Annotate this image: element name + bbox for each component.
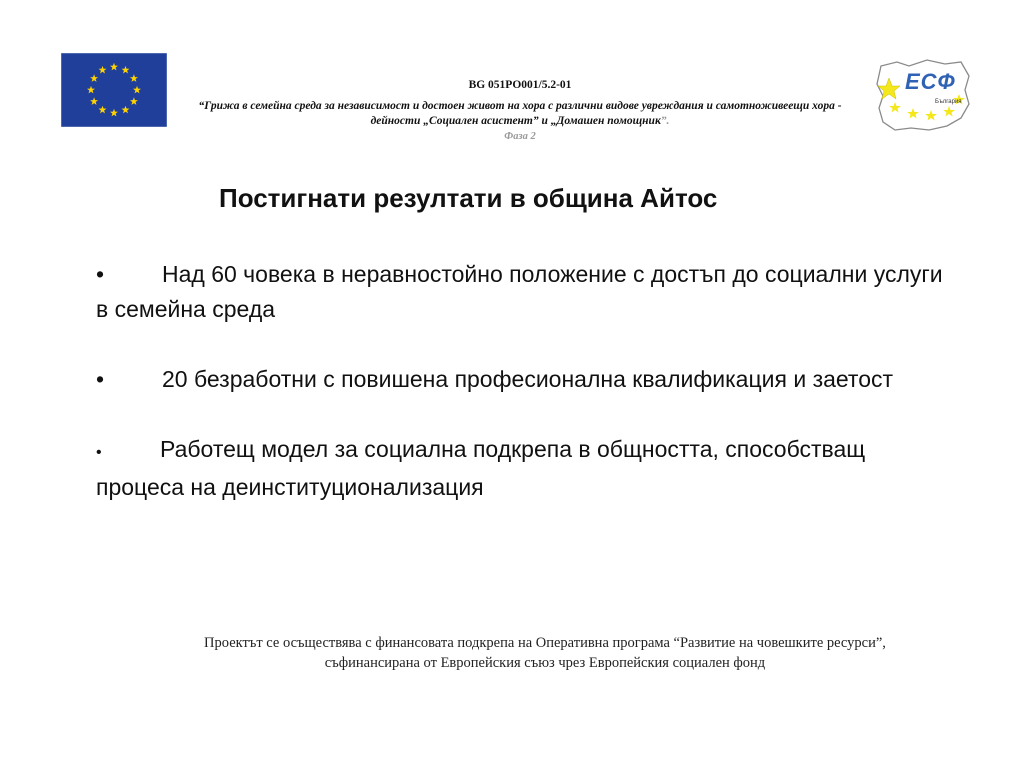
project-code: BG 051PO001/5.2-01 [468, 79, 572, 91]
footer-line-1: Проектът се осъществява с финансовата подкрепа на Оперативна програма “Развитие на човешките ресурси”, [204, 635, 886, 651]
list-item [96, 257, 956, 327]
project-title [180, 99, 860, 129]
project-title-end: ”. [660, 115, 670, 127]
results-list [96, 257, 956, 505]
list-item-text: Над 60 човека в неравностойно положение с достъп до социални услуги в семейна среда [96, 261, 943, 322]
funding-footer [120, 633, 970, 673]
project-phase: Фаза 2 [504, 131, 536, 142]
bullet-icon: • [96, 444, 102, 461]
bullet-icon: • [96, 261, 105, 287]
list-item [96, 362, 956, 397]
esf-logo-subtitle: България [935, 99, 962, 105]
esf-logo-text: ЕСФ [905, 69, 956, 94]
footer-line-2: съфинансирана от Европейския съюз чрез Европейския социален фонд [324, 655, 766, 671]
list-item [96, 432, 956, 505]
list-item-text: 20 безработни с повишена професионална квалификация и заетост [162, 366, 894, 392]
eu-flag-icon [61, 53, 167, 127]
page-title: Постигнати резултати в община Айтос [219, 183, 718, 213]
list-item-text: Работещ модел за социална подкрепа в общността, способстващ процеса на деинституционализация [96, 436, 866, 500]
bulgaria-map-icon [873, 56, 973, 134]
bullet-icon: • [96, 366, 105, 392]
project-title-text: “Грижа в семейна среда за независимост и достоен живот на хора с различни видове увреждания и самотноживеещи хора - дейности „Социален асистент” и „Домашен помощник [198, 100, 842, 127]
esf-logo [873, 56, 973, 134]
project-header [180, 78, 860, 144]
